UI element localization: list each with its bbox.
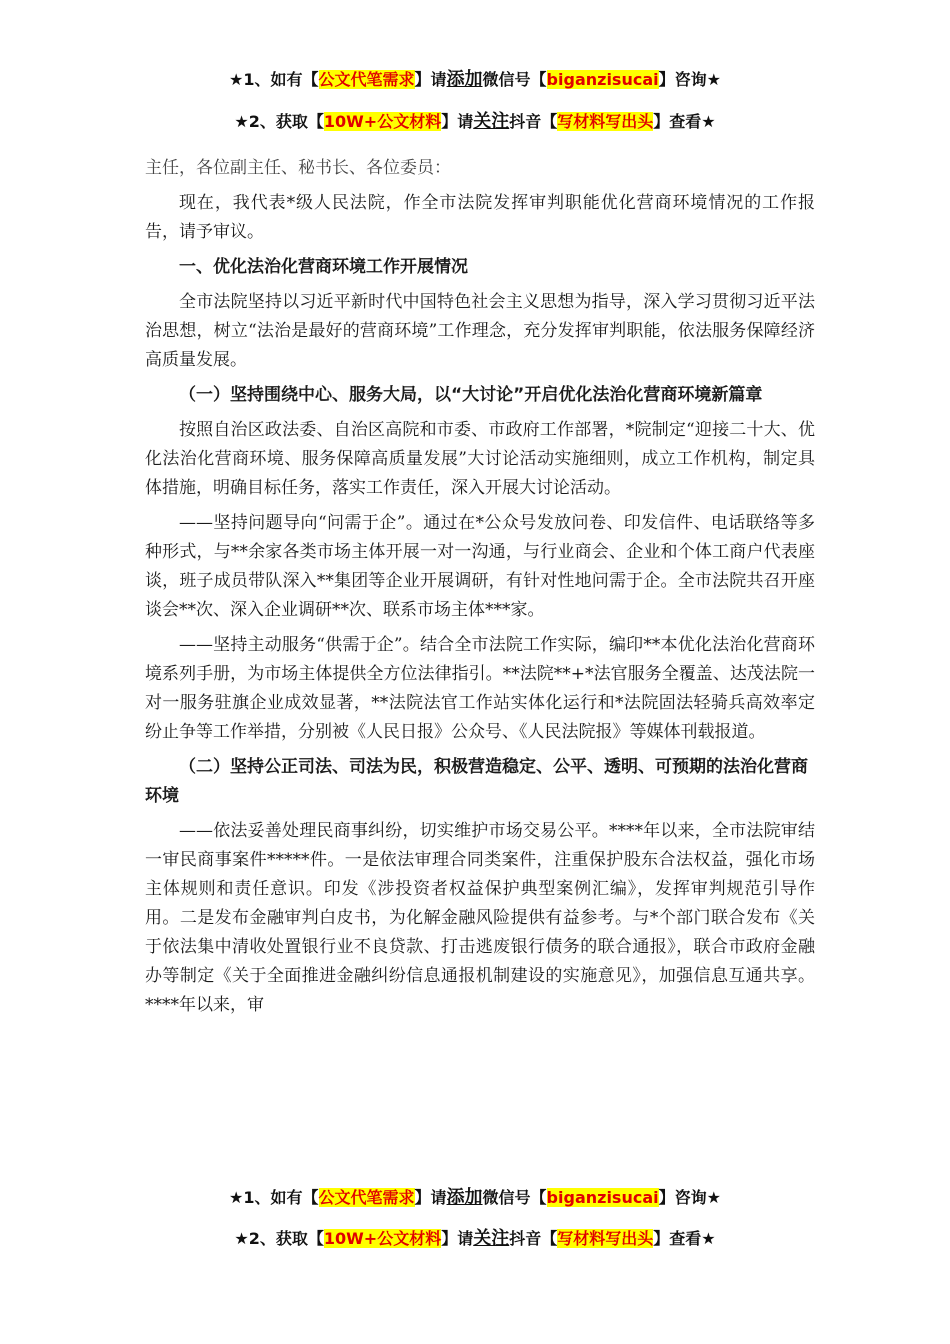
subsection-heading: （一）坚持围绕中心、服务大局，以“大讨论”开启优化法治化营商环境新篇章 (179, 385, 763, 405)
section-heading: 一、优化法治化营商环境工作开展情况 (179, 257, 468, 277)
banner-text: 】请 (441, 112, 474, 131)
banner-text: 微信号【 (482, 70, 547, 89)
subsection-heading: （二）坚持公正司法、司法为民，积极营造稳定、公平、透明、可预期的法治化营商环境 (145, 757, 808, 806)
douyin-id: 写材料写出头 (557, 1229, 654, 1248)
highlight-text: 10W+公文材料 (323, 112, 442, 131)
top-banner-line-1 (0, 68, 950, 92)
banner-text: ★1、如有【 (229, 70, 319, 89)
paragraph: 全市法院坚持以习近平新时代中国特色社会主义思想为指导，深入学习贯彻习近平法治思想，树立“法治是最好的营商环境”工作理念，充分发挥审判职能，依法服务保障经济高质量发展。 (145, 292, 815, 370)
highlight-text: 公文代笔需求 (318, 70, 415, 89)
banner-text: 】查看★ (653, 1229, 716, 1248)
banner-text: ★1、如有【 (229, 1188, 319, 1207)
banner-text: 微信号【 (482, 1188, 547, 1207)
underlined-text: 关注 (473, 1228, 510, 1249)
underlined-text: 关注 (473, 111, 510, 132)
highlight-text: 10W+公文材料 (323, 1229, 442, 1248)
banner-text: 】请 (441, 1229, 474, 1248)
banner-text: 】咨询★ (658, 1188, 721, 1207)
intro-paragraph: 现在，我代表*级人民法院，作全市法院发挥审判职能优化营商环境情况的工作报告，请予审议。 (145, 193, 815, 242)
paragraph: ——坚持主动服务“供需于企”。结合全市法院工作实际，编印**本优化法治化营商环境系列手册，为市场主体提供全方位法律指引。**法院**+*法官服务全覆盖、达茂法院一对一服务驻旗企业成效显著，**法院法官工作站实体化运行和*法院固法轻骑兵高效率定纷止争等工作举措，分别被《人民日报》公众号、《人民法院报》等媒体刊载报道。 (145, 635, 815, 742)
wechat-id: biganzisucai (546, 70, 659, 89)
banner-text: ★2、获取【 (234, 112, 324, 131)
top-banner-line-2 (0, 110, 950, 134)
bottom-banner-line-2 (0, 1227, 950, 1251)
banner-text: 】咨询★ (658, 70, 721, 89)
underlined-text: 添加 (446, 69, 483, 90)
greeting: 主任，各位副主任、秘书长、各位委员： (145, 158, 451, 178)
paragraph: 按照自治区政法委、自治区高院和市委、市政府工作部署，*院制定“迎接二十大、优化法治化营商环境、服务保障高质量发展”大讨论活动实施细则，成立工作机构，制定具体措施，明确目标任务，落实工作责任，深入开展大讨论活动。 (145, 420, 815, 498)
banner-text: 】请 (414, 70, 447, 89)
douyin-id: 写材料写出头 (557, 112, 654, 131)
bottom-banner-line-1 (0, 1186, 950, 1210)
document-body (145, 154, 815, 1026)
paragraph: ——坚持问题导向“问需于企”。通过在*公众号发放问卷、印发信件、电话联络等多种形式，与**余家各类市场主体开展一对一沟通，与行业商会、企业和个体工商户代表座谈，班子成员带队深入**集团等企业开展调研，有针对性地问需于企。全市法院共召开座谈会**次、深入企业调研**次、联系市场主体***家。 (145, 513, 815, 620)
banner-text: 抖音【 (509, 112, 558, 131)
banner-text: ★2、获取【 (234, 1229, 324, 1248)
paragraph: ——依法妥善处理民商事纠纷，切实维护市场交易公平。****年以来，全市法院审结一审民商事案件*****件。一是依法审理合同类案件，注重保护股东合法权益，强化市场主体规则和责任意识。印发《涉投资者权益保护典型案例汇编》，发挥审判规范引导作用。二是发布金融审判白皮书，为化解金融风险提供有益参考。与*个部门联合发布《关于依法集中清收处置银行业不良贷款、打击逃废银行债务的联合通报》，联合市政府金融办等制定《关于全面推进金融纠纷信息通报机制建设的实施意见》，加强信息互通共享。****年以来，审 (145, 821, 815, 1015)
highlight-text: 公文代笔需求 (318, 1188, 415, 1207)
wechat-id: biganzisucai (546, 1188, 659, 1207)
banner-text: 抖音【 (509, 1229, 558, 1248)
underlined-text: 添加 (446, 1187, 483, 1208)
banner-text: 】查看★ (653, 112, 716, 131)
banner-text: 】请 (414, 1188, 447, 1207)
